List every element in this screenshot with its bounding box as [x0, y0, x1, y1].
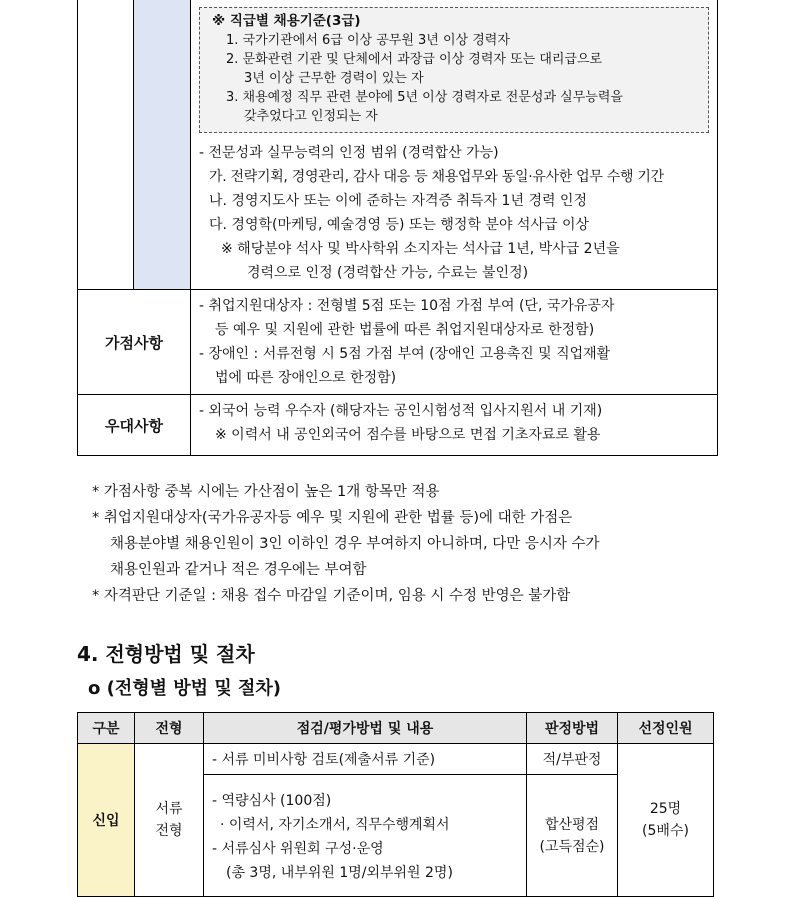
expertise-note: ※ 해당분야 석사 및 박사학위 소지자는 석사급 1년, 박사급 2년을: [221, 241, 620, 257]
bonus-content: [191, 290, 718, 395]
row2-judge: [527, 775, 618, 897]
note-line: 채용분야별 채용인원이 3인 이하인 경우 부여하지 아니하며, 다만 응시자 수가: [110, 536, 600, 552]
criteria-row: [78, 0, 718, 290]
row2-line: - 역량심사 (100점): [212, 792, 332, 809]
row2-line: · 이력서, 자기소개서, 직무수행계획서: [220, 816, 450, 833]
header-judge: 판정방법: [527, 713, 618, 744]
row2-content: [204, 775, 527, 897]
expertise-heading: - 전문성과 실무능력의 인정 범위 (경력합산 가능): [199, 145, 499, 161]
note-line: 채용인원과 같거나 적은 경우에는 부여함: [110, 562, 367, 578]
note-line: * 가점사항 중복 시에는 가산점이 높은 1개 항목만 적용: [92, 484, 440, 500]
selection-table: [77, 712, 714, 897]
bonus-line: 법에 따른 장애인으로 한정함): [215, 370, 397, 386]
box-item: 2. 문화관련 기관 및 단체에서 과장급 이상 경력자 또는 대리급으로: [226, 52, 603, 67]
expertise-note-cont: 경력으로 인정 (경력합산 가능, 수료는 불인정): [247, 265, 529, 281]
selection-line: (5배수): [642, 823, 689, 839]
section-subheading: o (전형별 방법 및 절차): [88, 678, 281, 699]
judge-line: (고득점순): [539, 838, 605, 855]
blank-left-cell: [78, 0, 134, 290]
header-row: [78, 713, 714, 744]
row1-content: - 서류 미비사항 검토(제출서류 기준): [204, 744, 527, 775]
stage-document: [135, 744, 204, 897]
preference-label: 우대사항: [78, 395, 191, 456]
header-selection: 선정인원: [618, 713, 714, 744]
box-item: 1. 국가기관에서 6급 이상 공무원 3년 이상 경력자: [226, 33, 510, 48]
expertise-item: 나. 경영지도사 또는 이에 준하는 자격증 취득자 1년 경력 인정: [209, 193, 587, 209]
box-title: ※ 직급별 채용기준(3급): [212, 13, 361, 29]
row1-judge: 적/부판정: [527, 744, 618, 775]
stage-line: 서류: [155, 801, 183, 817]
preference-row: [78, 395, 718, 456]
box-item: 3. 채용예정 직무 관련 분야에 5년 이상 경력자로 전문성과 실무능력을: [226, 90, 623, 105]
stage-line: 전형: [155, 823, 183, 839]
eligibility-table: [77, 0, 718, 456]
category-new: 신입: [78, 744, 135, 897]
header-content: 점검/평가방법 및 내용: [204, 713, 527, 744]
row2-line: (총 3명, 내부위원 1명/외부위원 2명): [226, 864, 453, 881]
header-stage: 전형: [135, 713, 204, 744]
bonus-line: - 장애인 : 서류전형 시 5점 가점 부여 (장애인 고용촉진 및 직업재활: [199, 346, 611, 362]
preference-line: - 외국어 능력 우수자 (해당자는 공인시험성적 입사지원서 내 기재): [199, 403, 603, 419]
bonus-row: [78, 290, 718, 395]
row2-line: - 서류심사 위원회 구성·운영: [212, 840, 384, 857]
bonus-label: 가점사항: [78, 290, 191, 395]
judge-line: 합산평점: [544, 816, 600, 833]
table-row: [78, 744, 714, 775]
notes-block: [92, 479, 732, 609]
selection-line: 25명: [649, 801, 682, 817]
bonus-line: 등 예우 및 지원에 관한 법률에 따른 취업지원대상자로 한정함): [215, 322, 595, 338]
grade-criteria-box: [199, 7, 709, 133]
box-item-cont: 갖추었다고 인정되는 자: [244, 109, 378, 124]
selection-count: [618, 744, 714, 897]
bonus-line: - 취업지원대상자 : 전형별 5점 또는 10점 가점 부여 (단, 국가유공자: [199, 298, 615, 314]
expertise-item: 다. 경영학(마케팅, 예술경영 등) 또는 행정학 분야 석사급 이상: [209, 217, 590, 233]
preference-line: ※ 이력서 내 공인외국어 점수를 바탕으로 면접 기초자료로 활용: [215, 427, 601, 443]
header-category: 구분: [78, 713, 135, 744]
box-item-cont: 3년 이상 근무한 경력이 있는 자: [244, 71, 424, 86]
criteria-content: [191, 0, 718, 290]
expertise-item: 가. 전략기획, 경영관리, 감사 대응 등 채용업무와 동일·유사한 업무 수행 기간: [209, 169, 664, 185]
note-line: * 자격판단 기준일 : 채용 접수 마감일 기준이며, 임용 시 수정 반영은 불가함: [92, 588, 571, 604]
note-line: * 취업지원대상자(국가유공자등 예우 및 지원에 관한 법률 등)에 대한 가점은: [92, 510, 573, 526]
section-heading: 4. 전형방법 및 절차: [77, 642, 255, 666]
preference-content: [191, 395, 718, 456]
shaded-cell: [134, 0, 191, 290]
